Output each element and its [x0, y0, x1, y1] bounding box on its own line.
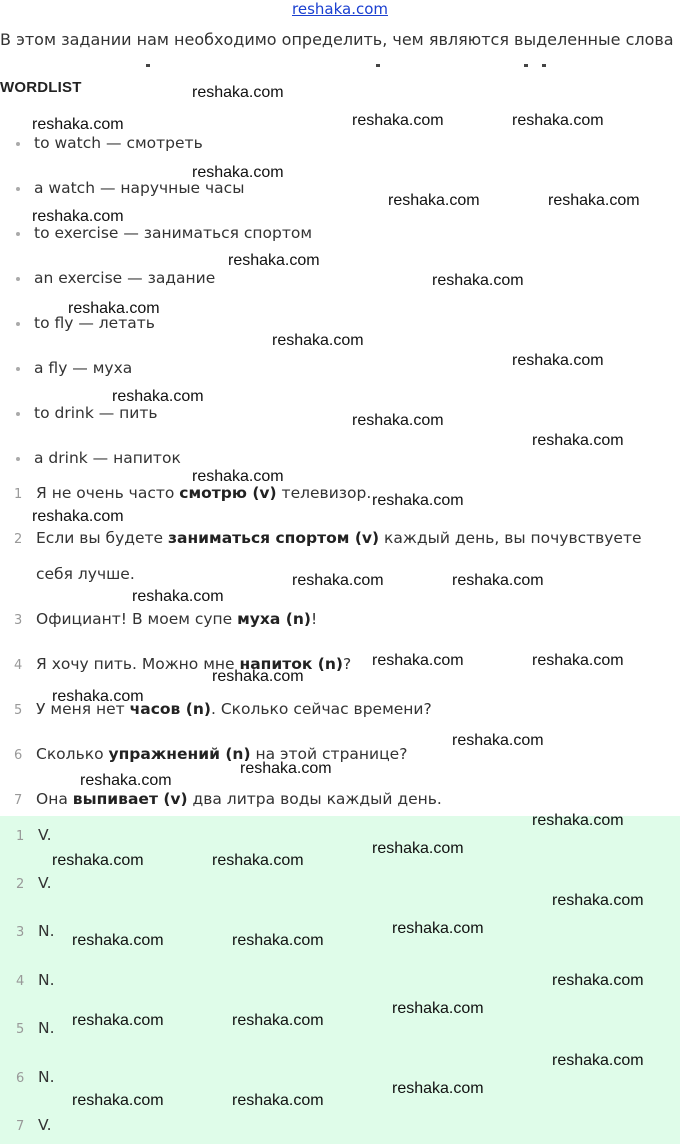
- watermark: reshaka.com: [52, 688, 144, 705]
- watermark: reshaka.com: [32, 116, 124, 133]
- watermark: reshaka.com: [552, 1052, 644, 1069]
- list-item: to drink — пить: [16, 404, 158, 422]
- watermark: reshaka.com: [192, 84, 284, 101]
- watermark: reshaka.com: [240, 760, 332, 777]
- list-item: to watch — смотреть: [16, 134, 203, 152]
- watermark: reshaka.com: [452, 572, 544, 589]
- answer-item: 7 V.: [16, 1116, 52, 1134]
- watermark: reshaka.com: [372, 652, 464, 669]
- watermark: reshaka.com: [432, 272, 524, 289]
- wordlist-heading: WORDLIST: [0, 79, 82, 96]
- bullet-icon: [16, 457, 20, 461]
- question-item-continuation: себя лучше.: [36, 565, 135, 583]
- watermark: reshaka.com: [292, 572, 384, 589]
- cropped-text-line: [0, 52, 680, 70]
- watermark: reshaka.com: [72, 1012, 164, 1029]
- question-item: 1 Я не очень часто смотрю (v) телевизор.: [14, 484, 372, 502]
- watermark: reshaka.com: [228, 252, 320, 269]
- watermark: reshaka.com: [352, 412, 444, 429]
- list-item: a drink — напиток: [16, 449, 181, 467]
- watermark: reshaka.com: [272, 332, 364, 349]
- watermark: reshaka.com: [392, 920, 484, 937]
- list-item: to fly — летать: [16, 314, 155, 332]
- question-item: 4 Я хочу пить. Можно мне напиток (n)?: [14, 655, 352, 673]
- question-item: 7 Она выпивает (v) два литра воды каждый день.: [14, 790, 442, 808]
- watermark: reshaka.com: [32, 208, 124, 225]
- list-item: a fly — муха: [16, 359, 132, 377]
- watermark: reshaka.com: [72, 932, 164, 949]
- answer-item: 2 V.: [16, 874, 52, 892]
- bullet-icon: [16, 187, 20, 191]
- watermark: reshaka.com: [372, 492, 464, 509]
- watermark: reshaka.com: [232, 1092, 324, 1109]
- watermark: reshaka.com: [192, 468, 284, 485]
- watermark: reshaka.com: [372, 840, 464, 857]
- list-item: an exercise — задание: [16, 269, 215, 287]
- watermark: reshaka.com: [112, 388, 204, 405]
- answer-item: 4 N.: [16, 971, 55, 989]
- site-link[interactable]: reshaka.com: [292, 0, 388, 18]
- answer-item: 3 N.: [16, 922, 55, 940]
- watermark: reshaka.com: [52, 852, 144, 869]
- watermark: reshaka.com: [532, 812, 624, 829]
- watermark: reshaka.com: [132, 588, 224, 605]
- watermark: reshaka.com: [388, 192, 480, 209]
- watermark: reshaka.com: [192, 164, 284, 181]
- bullet-icon: [16, 142, 20, 146]
- watermark: reshaka.com: [392, 1000, 484, 1017]
- question-item: 3 Официант! В моем супе муха (n)!: [14, 610, 318, 628]
- watermark: reshaka.com: [548, 192, 640, 209]
- watermark: reshaka.com: [532, 652, 624, 669]
- watermark: reshaka.com: [512, 112, 604, 129]
- answer-item: 1 V.: [16, 826, 52, 844]
- bullet-icon: [16, 322, 20, 326]
- list-item: a watch — наручные часы: [16, 179, 244, 197]
- watermark: reshaka.com: [552, 892, 644, 909]
- watermark: reshaka.com: [72, 1092, 164, 1109]
- watermark: reshaka.com: [352, 112, 444, 129]
- watermark: reshaka.com: [80, 772, 172, 789]
- question-item: 6 Сколько упражнений (n) на этой странице?: [14, 745, 408, 763]
- intro-text: В этом задании нам необходимо определить, чем являются выделенные слова: [0, 30, 674, 49]
- bullet-icon: [16, 412, 20, 416]
- watermark: reshaka.com: [392, 1080, 484, 1097]
- watermark: reshaka.com: [212, 668, 304, 685]
- watermark: reshaka.com: [452, 732, 544, 749]
- list-item: to exercise — заниматься спортом: [16, 224, 312, 242]
- bullet-icon: [16, 232, 20, 236]
- question-item: 2 Если вы будете заниматься спортом (v) каждый день, вы почувствуете: [14, 529, 642, 547]
- watermark: reshaka.com: [532, 432, 624, 449]
- watermark: reshaka.com: [68, 300, 160, 317]
- watermark: reshaka.com: [552, 972, 644, 989]
- question-item: 5 У меня нет часов (n). Сколько сейчас времени?: [14, 700, 432, 718]
- bullet-icon: [16, 277, 20, 281]
- watermark: reshaka.com: [232, 1012, 324, 1029]
- watermark: reshaka.com: [232, 932, 324, 949]
- watermark: reshaka.com: [512, 352, 604, 369]
- answer-item: 5 N.: [16, 1019, 55, 1037]
- watermark: reshaka.com: [212, 852, 304, 869]
- bullet-icon: [16, 367, 20, 371]
- answer-item: 6 N.: [16, 1068, 55, 1086]
- watermark: reshaka.com: [32, 508, 124, 525]
